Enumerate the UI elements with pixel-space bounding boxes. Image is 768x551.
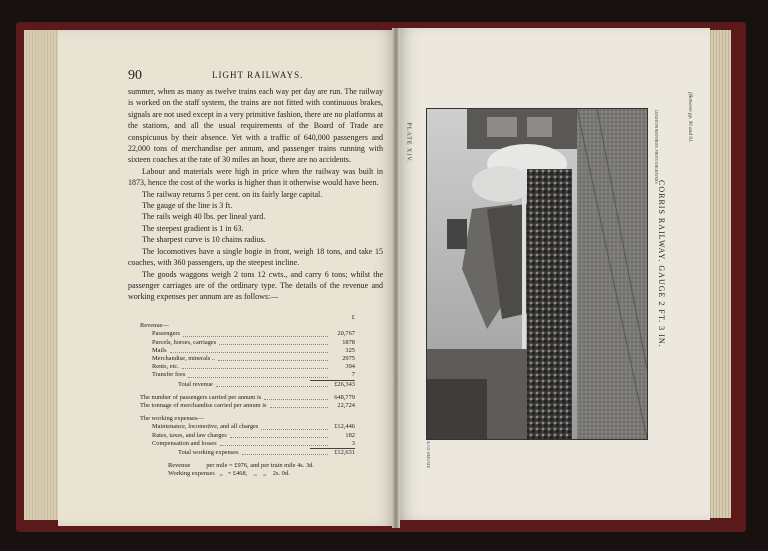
body-text <box>128 86 383 303</box>
fact-line: The steepest gradient is 1 in 63. <box>142 223 244 233</box>
currency-symbol: £ <box>351 314 355 321</box>
railway-photograph <box>426 108 648 440</box>
revenue-per-mile: Revenue per mile = £976, and per train mile 4s. 3d. <box>168 462 314 469</box>
fact-line: The sharpest curve is 10 chains radius. <box>142 235 266 245</box>
photo-illustration <box>427 109 647 439</box>
fact-line: The railway returns 5 per cent. on its fairly large capital. <box>142 189 323 199</box>
table-row: Mails 325 <box>152 346 355 354</box>
table-row: Parcels, horses, carriages 1878 <box>152 338 355 346</box>
fact-line: The gauge of the line is 3 ft. <box>142 201 233 211</box>
merchandise-row: The tonnage of merchandise carried per annum is 22,724 <box>140 402 355 410</box>
facing-page-note: [Between pp. 90 and 91. <box>687 92 693 143</box>
paragraph: The locomotives have a single bogie in front, weigh 18 tons, and take 15 coaches, with 360 passengers, up the steepest incline. <box>128 246 383 268</box>
passengers-row: The number of passengers carried per annum is 648,779 <box>140 393 355 401</box>
table-heading: Revenue— <box>140 322 169 330</box>
total-expenses-row: Total working expenses £12,631 <box>178 449 355 457</box>
table-row: Merchandise, minerals .. 2975 <box>152 355 355 363</box>
table-row: Maintenance, locomotive, and all charges £12,446 <box>152 423 355 431</box>
paragraph: summer, when as many as twelve trains each way per day are run. The railway is worked on the staff system, the trains are not fitted with continuous brakes, signals are not used except in a very primitive fashion, there are no platforms at the stations, and all the usual requirements of the Board of Trade are conspicuous by their absence. Yet with a traffic of 640,000 passengers and 22,000 tons of merchandise per annum, and passenger trains running with sixteen coaches at the rate of 30 miles an hour, there are no accidents. <box>128 87 383 165</box>
table-row: Transfer fees 7 <box>152 371 355 379</box>
per-mile-figures <box>168 462 314 479</box>
plate-number: PLATE XIV. <box>405 122 412 164</box>
paragraph: The goods waggons weigh 2 tons 12 cwts., and carry 6 tons; whilst the passenger carriages are of the ordinary type. The details of the revenue and working expenses per annum are as follows:— <box>128 269 383 302</box>
table-row: Compensation and losses 3 <box>152 439 355 447</box>
engraver-credit: LEIGHTON BROTHERS, PHOTO ENGRAVERS <box>654 110 658 184</box>
total-revenue-row: Total revenue £26,343 <box>178 380 355 388</box>
page-number: 90 <box>128 68 142 83</box>
table-row: Passengers 20,767 <box>152 330 355 338</box>
expenses-per-mile: Working expenses ,, = £468, ,, ,, 2s. 0d. <box>168 470 290 478</box>
book-gutter <box>392 28 400 528</box>
table-heading: The working expenses— <box>140 415 204 423</box>
paragraph: Labour and materials were high in price when the railway was built in 1873, hence the cost of the works is higher than it otherwise would have been. <box>128 166 383 188</box>
running-head: LIGHT RAILWAYS. <box>212 70 304 80</box>
fact-line: The rails weigh 40 lbs. per lineal yard. <box>142 212 266 222</box>
revenue-table <box>140 314 355 457</box>
plate-caption: CORRIS RAILWAY. GAUGE 2 FT. 3 IN. <box>657 180 666 348</box>
table-row: Rates, taxes, and law charges 182 <box>152 431 355 439</box>
table-row: Rents, etc. 394 <box>152 363 355 371</box>
